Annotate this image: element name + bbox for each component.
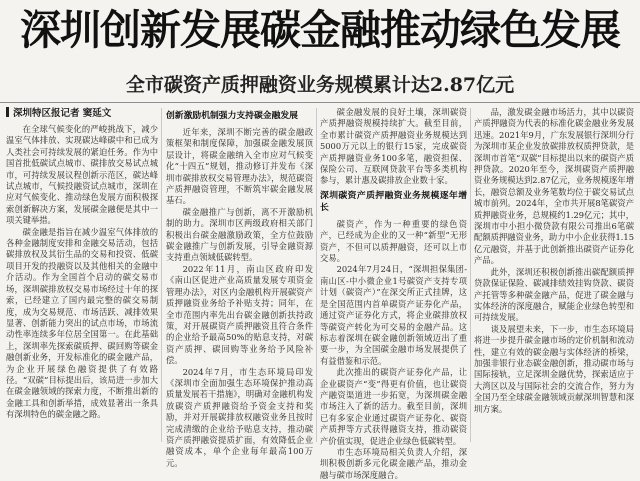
paragraph: 碳资产，作为一种重要的绿色资产，已经成为企业的又一种“新型”无形资产，不但可以质押融资，还可以上市交易。 — [320, 218, 467, 264]
paragraph: 2024年7月，市生态环境局印发《深圳市全面加强生态环境保护推动高质量发展若干措施》，明确对金融机构发放碳资产质押融资给予资金支持和奖励，并对开展碳排放权融资业务且按时完成清缴的企业给予贴息支持，推动碳资产质押融资提质扩面，有效降低企业融资成本，单个企业每年最高100万元。 — [166, 366, 313, 468]
article-column-4 — [474, 107, 634, 444]
paragraph: 在全球气候变化的严峻挑战下，减少温室气体排放、实现碳达峰碳中和已成为人类社会可持续发展的紧迫任务。作为中国首批低碳试点城市、碳排放交易试点城市，可持续发展议程创新示范区，碳达峰试点城市，气候投融资试点城市，深圳在应对气候变化、推动绿色发展方面积极探索创新解决方案，发展碳金融便是其中一项关键举措。 — [6, 124, 158, 226]
paragraph: 碳金融是指旨在减少温室气体排放的各种金融制度安排和金融交易活动，包括碳排放权及其衍生品的交易和投资、低碳项目开发的投融资以及其他相关的金融中介活动。作为全国首个启动的碳交易市场，深圳碳排放权交易市场经过十年的探索，已经建立了国内最完整的碳交易制度，成为交易规范、市场活跃、减排效果显著、创新能力突出的试点市场，市场流动性率连续多年位居全国第一。在此基础上，深圳率先探索碳质押、碳回购等碳金融创新业务，开发标准化的碳金融产品，为企业开展绿色融资提供了有效路径。“双碳”目标提出后，该局进一步加大在碳金融领域的探索力度，不断推出新的金融工具和创新举措，成效显著出一条具有深圳特色的碳金融之路。 — [6, 226, 158, 420]
paragraph: 谈及展望未来，下一步，市生态环境局将进一步提升碳金融市场的定价机制和流动性，建立有效的碳金融与实体经济的桥梁，加强非银行业态碳金融创新，推动碳市场与国际接轨，立足深圳金融优势，探索适应于大湾区以及与国际社会的交流合作，努力为全国乃至全球碳金融领域贡献深圳智慧和深圳方案。 — [474, 323, 634, 414]
paragraph: 2022年11月，南山区政府印发《南山区促进产业高质量发展专项资金管理办法》，对区内金融机构开展碳资产质押融资业务给予补贴支持；同年，在全市范围内率先出台碳金融创新扶持政策，对开展碳资产质押融资且符合条件的企业给予最高50%的贴息支持，对碳资产质押、碳回购等业务给予风险补偿。 — [166, 263, 313, 366]
paragraph: 碳金融发展的良好土壤，深圳碳资产质押融资规模持续扩大。截至目前，全市累计碳资产质押融资业务规模达到5000万元以上的银行15家，完成碳资产质押融资业务100多笔，融资担保、保险公司、互联网贷款平台等多类机构参与，累计惠及碳排放企业数十家。 — [320, 107, 467, 186]
paragraph: 此外，深圳还积极创新推出碳配额质押贷款保证保险、碳减排绩效挂钩贷款、碳资产托管等多种碳金融产品，促进了碳金融与实体经济的深度融合，赋能企业绿色转型和可持续发展。 — [474, 266, 634, 323]
paragraph: 近年来，深圳不断完善的碳金融政策框架和制度保障，加强碳金融发展顶层设计，将碳金融纳入全市应对气候变化“十四五”规划，推动修订并发布《深圳市碳排放权交易管理办法》，规范碳资产质押融资管理，不断筑牢碳金融发展基石。 — [166, 127, 313, 206]
paragraph: 2024年7月24日，“深圳担保集团-南山区-中小微企业1号碳资产支持专项计划（碳资产）”在深交所正式挂牌，这是全国范围内首单碳资产证券化产品，通过资产证券化方式，将企业碳排放权等碳资产转化为可交易的金融产品。这标志着深圳在碳金融创新领域迈出了重要一步，为全国碳金融市场发展提供了有益借鉴和示范。 — [320, 264, 467, 366]
column-divider — [470, 108, 471, 442]
section-heading: 深圳碳资产质押融资业务规模逐年增长 — [320, 190, 467, 213]
article-column-1 — [6, 124, 158, 444]
paragraph: 此次推出的碳资产证券化产品，让企业碳资产“变”得更有价值，也让碳资产融资渠道进一步拓宽，为深圳碳金融市场注入了新的活力。截至目前，深圳已有多家企业通过碳资产证券化、碳资产质押等方式获得融资支持，推动碳资产价值实现，促进企业绿色低碳转型。 — [320, 367, 467, 446]
section-heading: 创新激励机制强力支持碳金融发展 — [166, 111, 298, 121]
paragraph: 碳金融推广与创新，离不开激励机制的助力。深圳市区两级政府相关部门积极出台碳金融激励政策，全方位鼓励碳金融推广与创新发展，引导金融资源支持重点领域低碳转型。 — [166, 206, 313, 263]
column-divider — [161, 108, 162, 442]
byline — [6, 107, 156, 121]
subheadline: 全市碳资产质押融资业务规模累计达2.87亿元 — [125, 74, 515, 96]
paragraph: 品，激发碳金融市场活力，其中以碳资产质押融资为代表的标准化碳金融业务发展迅速。2021年9月，广东发展银行深圳分行为深圳市某企业发放碳排放权质押贷款，是深圳市首笔“双碳”目标提出以来的碳资产质押贷款。2020年至今，深圳碳资产质押融资业务规模达到2.87亿元，业务规模逐年增长，融资总额及业务笔数均位于碳交易试点城市前列。2024年，全市共开展8笔碳资产质押融资业务，总规模约1.29亿元；其中，深圳市中小担小微贷款有限公司推出6笔碳配额质押融资业务，助力中小企业获得1.15亿元融资，并基于此创新推出碳资产证券化产品。 — [474, 107, 634, 266]
paragraph: 市生态环境局相关负责人介绍，深圳积极创新多元化碳金融产品，推动金融与碳市场深度融合。 — [320, 446, 467, 480]
column-divider — [316, 108, 317, 442]
divider-rule — [0, 102, 640, 103]
article-column-2 — [166, 107, 313, 468]
article-column-3 — [320, 107, 467, 480]
byline-marker — [6, 107, 9, 117]
headline: 深圳创新发展碳金融推动绿色发展 — [20, 6, 620, 54]
byline-text: 深圳特区报记者 窦延文 — [13, 108, 112, 119]
